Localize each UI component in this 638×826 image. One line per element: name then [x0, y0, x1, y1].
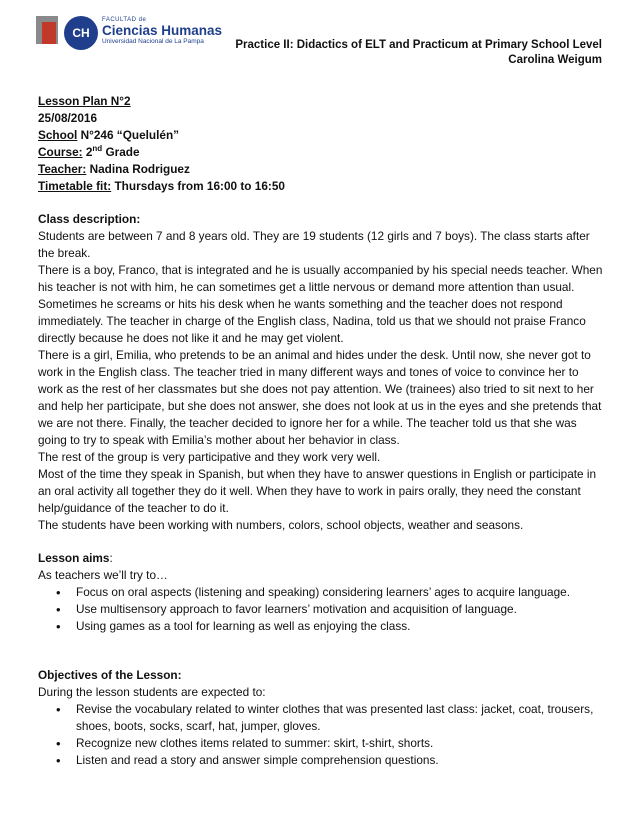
lesson-date: 25/08/2016: [38, 111, 98, 125]
class-description-paragraph: The rest of the group is very participative and they work very well.: [38, 450, 381, 464]
class-description-paragraph: There is a boy, Franco, that is integrated and he is usually accompanied by his special needs teacher. When his teacher is not with him, he can sometimes get a little nervous or demand more attention than usual. Sometimes he screams or hits his desk when he wants something and the teacher does not respond immediately. The teacher in charge of the English class, Nadina, told us that we should not praise Franco directly because he does not like it and he may get violent.: [38, 263, 603, 345]
list-item: • Listen and read a story and answer simple comprehension questions.: [70, 752, 604, 769]
logo-text: [102, 17, 222, 46]
logo-badge: CH: [64, 16, 98, 50]
timetable-value: Thursdays from 16:00 to 16:50: [111, 179, 285, 193]
list-item: • Focus on oral aspects (listening and speaking) considering learners’ ages to acquire language.: [70, 584, 604, 601]
list-item: • Using games as a tool for learning as well as enjoying the class.: [70, 618, 604, 635]
school-label: School: [38, 128, 78, 142]
lesson-aims-colon: :: [109, 551, 113, 565]
list-item: • Recognize new clothes items related to summer: skirt, t-shirt, shorts.: [70, 735, 604, 752]
lesson-plan-title: Lesson Plan N°2: [38, 94, 131, 108]
objectives-intro: During the lesson students are expected to:: [38, 685, 266, 699]
course-label: Course:: [38, 145, 83, 159]
timetable-label: Timetable fit:: [38, 179, 112, 193]
header-author: Carolina Weigum: [508, 54, 602, 66]
page-header: [235, 38, 602, 68]
course-grade: Grade: [102, 145, 140, 159]
course-line: [38, 144, 604, 161]
class-description-heading: Class description:: [38, 212, 141, 226]
logo-red-square: [42, 22, 56, 44]
timetable-line: [38, 178, 604, 195]
lesson-aims-heading: Lesson aims: [38, 551, 110, 565]
lesson-aims-heading-line: [38, 550, 604, 567]
objectives-heading: Objectives of the Lesson:: [38, 668, 182, 682]
logo-line-2: Ciencias Humanas: [102, 23, 223, 38]
faculty-logo: [36, 16, 226, 54]
school-line: [38, 127, 604, 144]
class-description-paragraph: Most of the time they speak in Spanish, but when they have to answer questions in English or participate in an oral activity all together they do it well. When they have to work in pairs orally, they need the constant help/guidance of the teacher to do it.: [38, 467, 597, 515]
objectives-list: [38, 701, 604, 769]
course-number: 2: [82, 145, 93, 159]
logo-line-1: FACULTAD de: [102, 17, 147, 23]
course-ordinal: nd: [92, 144, 103, 154]
list-item: • Revise the vocabulary related to winter clothes that was presented last class: jacket, coat, trousers, shoes, boots, socks, scarf, hat, jumper, gloves.: [70, 701, 604, 735]
class-description-paragraph: Students are between 7 and 8 years old. They are 19 students (12 girls and 7 boys). The class starts after the break.: [38, 229, 590, 260]
teacher-line: [38, 161, 604, 178]
document-body: [38, 93, 604, 769]
teacher-label: Teacher:: [38, 162, 87, 176]
class-description-paragraph: The students have been working with numbers, colors, school objects, weather and seasons.: [38, 518, 524, 532]
lesson-aims-list: [38, 584, 604, 635]
lesson-aims-intro: As teachers we’ll try to…: [38, 568, 168, 582]
logo-line-3: Universidad Nacional de La Pampa: [102, 38, 204, 45]
header-course-title: Practice II: Didactics of ELT and Practicum at Primary School Level: [235, 39, 602, 51]
class-description-paragraph: There is a girl, Emilia, who pretends to be an animal and hides under the desk. Until now, she never got to work in the English class. The teacher tried in many different ways and tones of voice to convince her to work as the rest of her classmates but she does not pay attention. We (trainees) also tried to sit next to her and help her participate, but she does not answer, she does not look at us in the eyes and she pretends that we are not there. Finally, the teacher decided to ignore her for a while. The teacher told us that she was going to try to speak with Emilia’s mother about her behavior in class.: [38, 348, 602, 447]
teacher-value: Nadina Rodriguez: [86, 162, 190, 176]
school-value: N°246 “Quelulén”: [77, 128, 180, 142]
list-item: • Use multisensory approach to favor learners’ motivation and acquisition of language.: [70, 601, 604, 618]
